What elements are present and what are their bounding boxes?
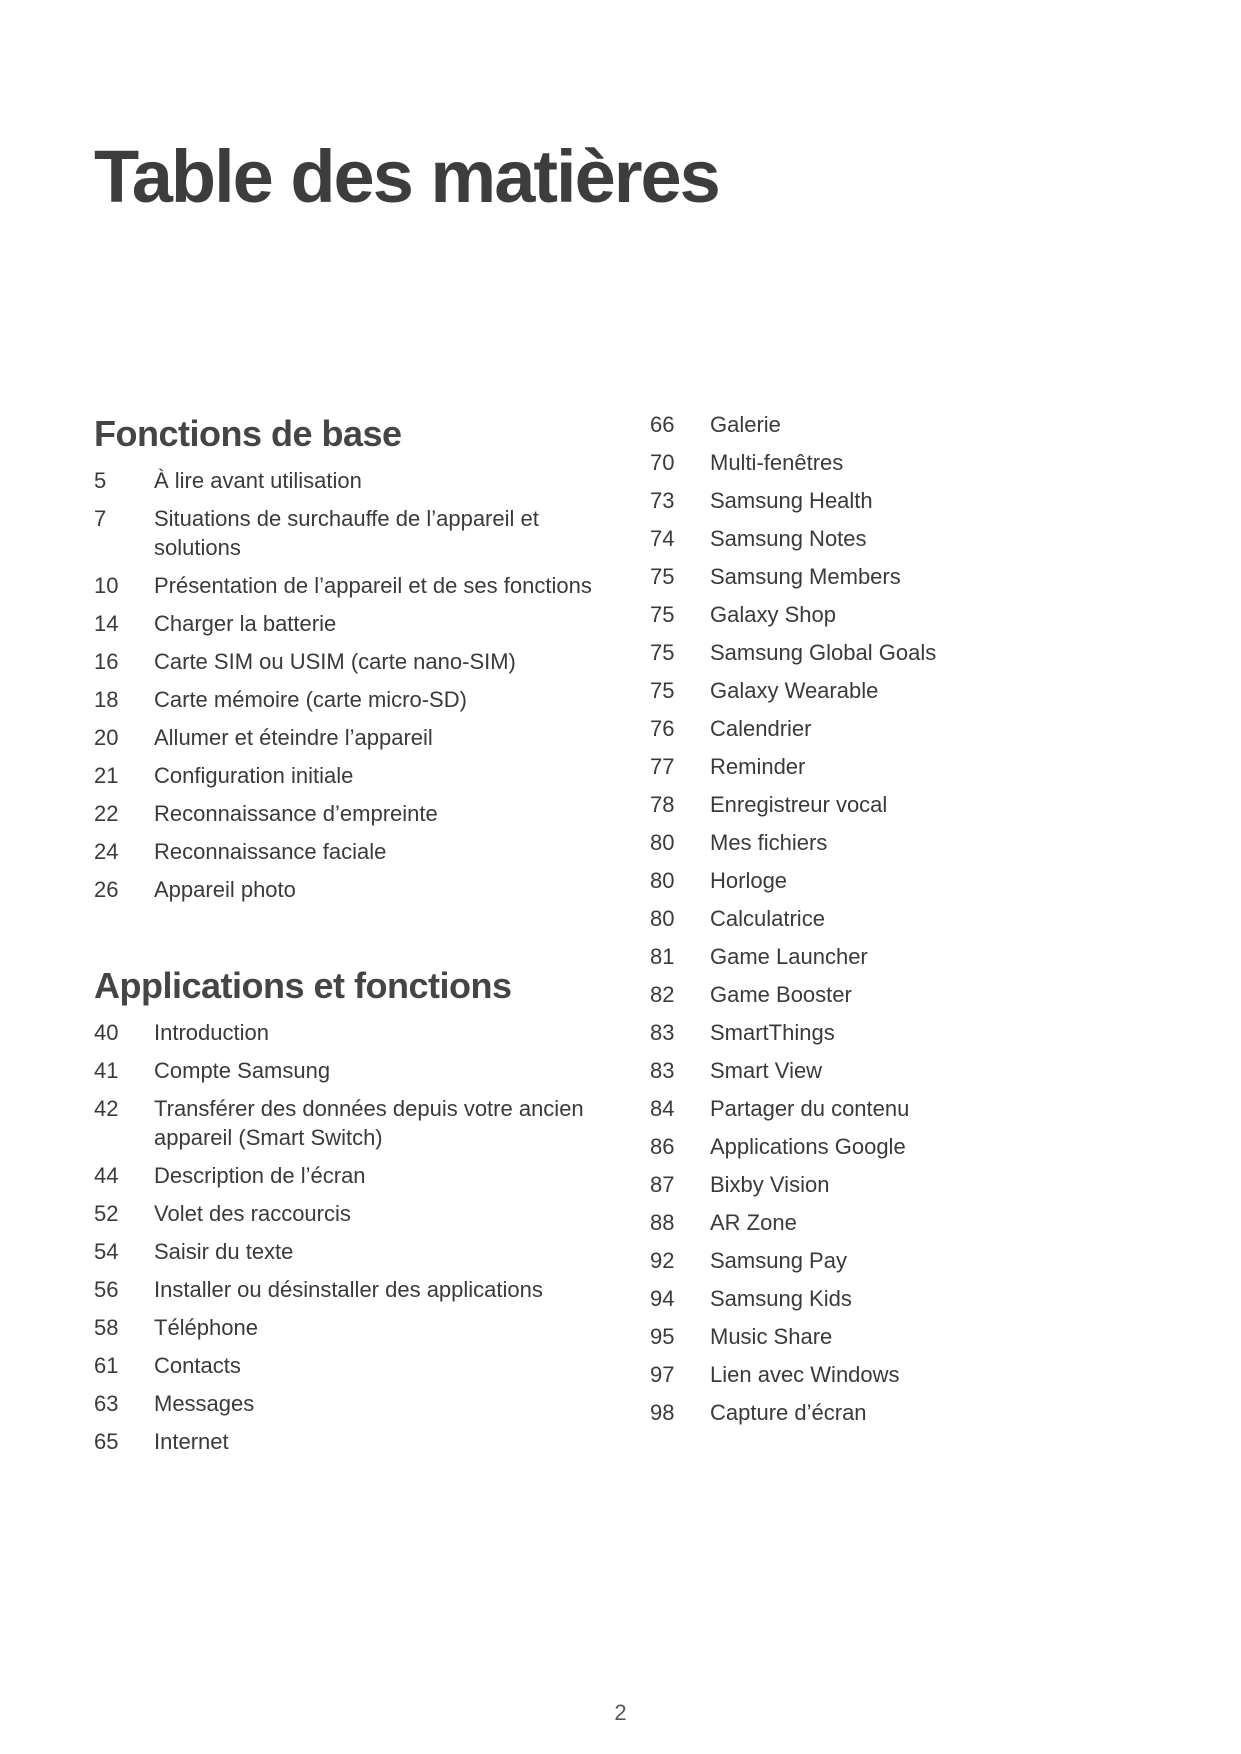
toc-entry-page-number: 95	[650, 1324, 675, 1349]
toc-list-applications-et-fonctions	[94, 1018, 614, 1456]
toc-entry[interactable]	[650, 942, 1170, 971]
toc-entry[interactable]	[650, 600, 1170, 629]
toc-entry-label: Allumer et éteindre l’appareil	[154, 725, 433, 750]
toc-entry-page-number: 18	[94, 687, 119, 712]
toc-entry-label: Enregistreur vocal	[710, 792, 888, 817]
toc-entry-page-number: 54	[94, 1239, 119, 1264]
toc-entry[interactable]	[94, 1161, 614, 1190]
toc-entry[interactable]	[94, 647, 614, 676]
toc-entry[interactable]	[650, 980, 1170, 1009]
toc-entry-label: Reconnaissance d’empreinte	[154, 801, 438, 826]
toc-entry-label: Smart View	[710, 1058, 823, 1083]
page-title: Table des matières	[94, 135, 719, 218]
toc-right-column	[650, 410, 1170, 1436]
toc-entry-label: Internet	[154, 1429, 229, 1454]
toc-entry[interactable]	[94, 1199, 614, 1228]
toc-entry-page-number: 26	[94, 877, 119, 902]
toc-entry[interactable]	[94, 1018, 614, 1047]
toc-entry-page-number: 16	[94, 649, 119, 674]
toc-entry-page-number: 24	[94, 839, 119, 864]
toc-entry-page-number: 5	[94, 468, 107, 493]
toc-entry[interactable]	[650, 828, 1170, 857]
toc-entry[interactable]	[650, 638, 1170, 667]
toc-entry-page-number: 80	[650, 868, 675, 893]
toc-entry[interactable]	[94, 875, 614, 904]
toc-entry[interactable]	[94, 504, 614, 562]
toc-entry-label: Calendrier	[710, 716, 812, 741]
toc-entry-label: Messages	[154, 1391, 255, 1416]
toc-entry[interactable]	[650, 448, 1170, 477]
toc-entry[interactable]	[650, 562, 1170, 591]
toc-entry-label: Introduction	[154, 1020, 269, 1045]
toc-entry-label: Music Share	[710, 1324, 833, 1349]
toc-entry-label: Game Booster	[710, 982, 852, 1007]
toc-entry[interactable]	[650, 1246, 1170, 1275]
toc-entry-page-number: 75	[650, 640, 675, 665]
toc-entry-page-number: 20	[94, 725, 119, 750]
toc-entry-page-number: 75	[650, 602, 675, 627]
toc-entry-page-number: 88	[650, 1210, 675, 1235]
toc-entry-label: Applications Google	[710, 1134, 906, 1159]
toc-entry-label: Bixby Vision	[710, 1172, 830, 1197]
toc-entry-page-number: 94	[650, 1286, 675, 1311]
toc-entry[interactable]	[650, 1208, 1170, 1237]
toc-entry-page-number: 78	[650, 792, 675, 817]
toc-entry-label: Samsung Members	[710, 564, 901, 589]
toc-entry[interactable]	[94, 1313, 614, 1342]
toc-entry-page-number: 14	[94, 611, 119, 636]
toc-entry-label: Téléphone	[154, 1315, 258, 1340]
toc-entry[interactable]	[650, 790, 1170, 819]
toc-entry-label: SmartThings	[710, 1020, 835, 1045]
toc-entry[interactable]	[94, 723, 614, 752]
toc-entry-label: Appareil photo	[154, 877, 296, 902]
toc-entry-page-number: 80	[650, 906, 675, 931]
toc-entry-label: Configuration initiale	[154, 763, 354, 788]
toc-entry-label: Calculatrice	[710, 906, 825, 931]
toc-entry-label: Reconnaissance faciale	[154, 839, 387, 864]
toc-entry-page-number: 86	[650, 1134, 675, 1159]
toc-entry[interactable]	[94, 1275, 614, 1304]
toc-entry[interactable]	[650, 1018, 1170, 1047]
toc-entry-page-number: 98	[650, 1400, 675, 1425]
toc-entry-label: Situations de surchauffe de l’appareil et solutions	[154, 506, 539, 560]
toc-entry[interactable]	[650, 1170, 1170, 1199]
toc-entry[interactable]	[650, 1284, 1170, 1313]
section-heading-applications-et-fonctions: Applications et fonctions	[94, 965, 512, 1006]
toc-entry[interactable]	[94, 1094, 614, 1152]
toc-entry-label: À lire avant utilisation	[154, 468, 362, 493]
toc-entry-label: Capture d’écran	[710, 1400, 867, 1425]
toc-entry[interactable]	[650, 904, 1170, 933]
toc-entry-label: Contacts	[154, 1353, 241, 1378]
toc-entry-page-number: 76	[650, 716, 675, 741]
toc-entry[interactable]	[94, 1389, 614, 1418]
toc-entry-label: Compte Samsung	[154, 1058, 331, 1083]
toc-entry[interactable]	[650, 1132, 1170, 1161]
toc-list-fonctions-de-base	[94, 466, 614, 904]
toc-entry[interactable]	[650, 410, 1170, 439]
toc-entry[interactable]	[94, 837, 614, 866]
toc-entry-page-number: 40	[94, 1020, 119, 1045]
toc-entry-label: Game Launcher	[710, 944, 868, 969]
toc-entry-page-number: 84	[650, 1096, 675, 1121]
toc-entry-label: Volet des raccourcis	[154, 1201, 351, 1226]
toc-entry[interactable]	[94, 466, 614, 495]
toc-entry-page-number: 83	[650, 1058, 675, 1083]
toc-entry[interactable]	[94, 609, 614, 638]
toc-entry-label: Samsung Notes	[710, 526, 867, 551]
toc-list-applications-continued	[650, 410, 1170, 1427]
toc-entry[interactable]	[650, 866, 1170, 895]
toc-entry-page-number: 52	[94, 1201, 119, 1226]
toc-entry-label: Carte SIM ou USIM (carte nano-SIM)	[154, 649, 516, 674]
toc-entry-label: Description de l’écran	[154, 1163, 366, 1188]
toc-entry-label: Carte mémoire (carte micro-SD)	[154, 687, 467, 712]
toc-entry-page-number: 22	[94, 801, 119, 826]
toc-entry[interactable]	[650, 524, 1170, 553]
toc-entry-page-number: 10	[94, 573, 119, 598]
toc-entry-label: Horloge	[710, 868, 788, 893]
toc-entry-page-number: 77	[650, 754, 675, 779]
toc-entry-page-number: 83	[650, 1020, 675, 1045]
toc-entry-page-number: 81	[650, 944, 675, 969]
toc-entry[interactable]	[94, 685, 614, 714]
toc-entry-label: Samsung Kids	[710, 1286, 852, 1311]
toc-entry-page-number: 63	[94, 1391, 119, 1416]
toc-entry-label: Samsung Health	[710, 488, 873, 513]
toc-entry[interactable]	[650, 486, 1170, 515]
toc-entry-label: Transférer des données depuis votre ancien appareil (Smart Switch)	[154, 1096, 584, 1150]
toc-entry-page-number: 73	[650, 488, 675, 513]
toc-entry[interactable]	[94, 571, 614, 600]
toc-entry[interactable]	[650, 714, 1170, 743]
toc-entry-label: Galerie	[710, 412, 781, 437]
toc-entry-label: Partager du contenu	[710, 1096, 910, 1121]
toc-entry-page-number: 74	[650, 526, 675, 551]
toc-entry[interactable]	[650, 1322, 1170, 1351]
toc-entry[interactable]	[650, 1360, 1170, 1389]
toc-entry-page-number: 80	[650, 830, 675, 855]
toc-entry-page-number: 21	[94, 763, 119, 788]
toc-entry-page-number: 70	[650, 450, 675, 475]
toc-entry-page-number: 58	[94, 1315, 119, 1340]
toc-entry[interactable]	[94, 1351, 614, 1380]
toc-entry-page-number: 56	[94, 1277, 119, 1302]
toc-entry-page-number: 97	[650, 1362, 675, 1387]
toc-entry-page-number: 82	[650, 982, 675, 1007]
toc-entry[interactable]	[94, 1427, 614, 1456]
toc-entry-label: Lien avec Windows	[710, 1362, 900, 1387]
toc-entry[interactable]	[650, 752, 1170, 781]
toc-entry-label: Charger la batterie	[154, 611, 337, 636]
toc-entry-page-number: 66	[650, 412, 675, 437]
toc-entry[interactable]	[94, 761, 614, 790]
toc-entry-page-number: 87	[650, 1172, 675, 1197]
toc-entry-page-number: 42	[94, 1096, 119, 1121]
toc-entry-label: Présentation de l’appareil et de ses fonctions	[154, 573, 592, 598]
toc-left-column	[94, 412, 614, 1465]
toc-entry[interactable]	[650, 1056, 1170, 1085]
section-heading-fonctions-de-base: Fonctions de base	[94, 413, 402, 454]
toc-entry-page-number: 75	[650, 678, 675, 703]
toc-entry-label: Samsung Global Goals	[710, 640, 937, 665]
toc-entry-page-number: 75	[650, 564, 675, 589]
page-number: 2	[614, 1700, 627, 1725]
toc-entry-label: Saisir du texte	[154, 1239, 294, 1264]
toc-entry-label: Galaxy Shop	[710, 602, 836, 627]
toc-entry-page-number: 92	[650, 1248, 675, 1273]
toc-entry-label: AR Zone	[710, 1210, 797, 1235]
toc-entry-label: Multi-fenêtres	[710, 450, 844, 475]
toc-entry-label: Mes fichiers	[710, 830, 828, 855]
toc-entry-page-number: 65	[94, 1429, 119, 1454]
toc-entry[interactable]	[650, 1398, 1170, 1427]
toc-entry[interactable]	[650, 1094, 1170, 1123]
toc-entry[interactable]	[94, 799, 614, 828]
toc-entry-page-number: 7	[94, 506, 107, 531]
toc-entry-page-number: 41	[94, 1058, 119, 1083]
toc-entry-label: Galaxy Wearable	[710, 678, 879, 703]
toc-entry-label: Reminder	[710, 754, 806, 779]
toc-entry-label: Installer ou désinstaller des applications	[154, 1277, 543, 1302]
toc-entry[interactable]	[94, 1237, 614, 1266]
toc-entry-page-number: 61	[94, 1353, 119, 1378]
toc-entry-label: Samsung Pay	[710, 1248, 847, 1273]
toc-entry[interactable]	[94, 1056, 614, 1085]
toc-entry-page-number: 44	[94, 1163, 119, 1188]
toc-entry[interactable]	[650, 676, 1170, 705]
